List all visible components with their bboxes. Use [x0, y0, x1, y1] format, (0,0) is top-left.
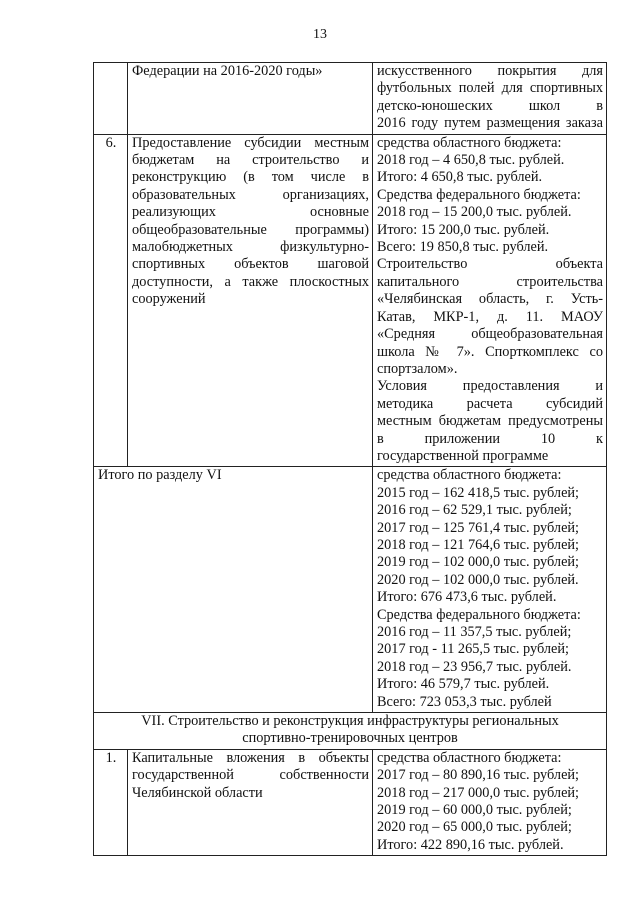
- finance-line: 2019 год – 60 000,0 тыс. рублей;: [377, 802, 572, 819]
- finance-line: средства областного бюджета:: [377, 749, 562, 766]
- finance-line: 2016 год – 11 357,5 тыс. рублей;: [377, 624, 572, 640]
- finance-line: 2018 год – 121 764,6 тыс. рублей;: [377, 536, 580, 553]
- measure-name: Предоставление субсидии местным бюджетам на строительство и реконструкцию (в том числе в образовательных организациях, реализующих основные общеобразовательные программы) малобюджетных физкультурно-спортивных объектов шаговой доступности, а также плоскостных сооружений: [128, 134, 373, 467]
- finance-line: 2018 год – 217 000,0 тыс. рублей;: [377, 784, 580, 801]
- finance-cell: [373, 63, 607, 135]
- finance-line: государственной программе: [377, 447, 549, 464]
- finance-line: средства областного бюджета:: [377, 467, 562, 484]
- page-number: 13: [313, 27, 327, 42]
- finance-line: «Средняя общеобразовательная: [377, 326, 603, 343]
- finance-line: футбольных полей для спортивных: [377, 80, 603, 97]
- table-row: [94, 134, 607, 467]
- finance-line: местным бюджетам предусмотрены: [377, 413, 603, 430]
- measure-name: Капитальные вложения в объекты государственной собственности Челябинской области: [128, 749, 373, 855]
- table-row: [94, 749, 607, 855]
- finance-line: 2018 год – 15 200,0 тыс. рублей.: [377, 204, 572, 221]
- table-row: [94, 713, 607, 750]
- finance-line: 2016 году путем размещения заказа: [377, 115, 603, 132]
- section-heading: [94, 713, 607, 750]
- finance-line: 2015 год – 162 418,5 тыс. рублей;: [377, 484, 580, 501]
- finance-line: искусственного покрытия для: [377, 63, 603, 79]
- finance-line: Всего: 19 850,8 тыс. рублей.: [377, 239, 549, 256]
- finance-line: в приложении 10 к: [377, 430, 603, 447]
- finance-line: Средства федерального бюджета:: [377, 186, 581, 203]
- finance-line: 2017 год – 125 761,4 тыс. рублей;: [377, 519, 580, 536]
- finance-line: Итого: 4 650,8 тыс. рублей.: [377, 169, 543, 186]
- finance-line: методика расчета субсидий: [377, 395, 603, 412]
- row-number: 1.: [94, 749, 128, 855]
- finance-line: спортзалом».: [377, 360, 458, 377]
- finance-line: 2020 год – 102 000,0 тыс. рублей.: [377, 571, 579, 588]
- finance-line: 2017 год - 11 265,5 тыс. рублей;: [377, 641, 569, 658]
- finance-cell: [373, 134, 607, 467]
- finance-line: Итого: 676 473,6 тыс. рублей.: [377, 589, 557, 606]
- finance-line: Катав, МКР-1, д. 11. МАОУ: [377, 308, 603, 325]
- finance-line: Итого: 46 579,7 тыс. рублей.: [377, 676, 550, 693]
- finance-cell: [373, 467, 607, 713]
- section-heading-line: VII. Строительство и реконструкция инфраструктуры региональных: [141, 713, 559, 730]
- finance-line: школа № 7». Спорткомплекс со: [377, 343, 603, 360]
- finance-line: Итого: 422 890,16 тыс. рублей.: [377, 836, 564, 853]
- row-number: 6.: [94, 134, 128, 467]
- finance-line: «Челябинская область, г. Усть-: [377, 291, 603, 308]
- finance-line: 2018 год – 23 956,7 тыс. рублей.: [377, 658, 572, 675]
- row-number: [94, 63, 128, 135]
- program-table: [93, 62, 607, 856]
- section-total-label: Итого по разделу VI: [94, 467, 373, 713]
- finance-line: 2016 год – 62 529,1 тыс. рублей;: [377, 502, 572, 519]
- finance-line: Условия предоставления и: [377, 378, 603, 395]
- finance-line: средства областного бюджета:: [377, 134, 562, 151]
- finance-line: Средства федерального бюджета:: [377, 606, 581, 623]
- finance-line: Итого: 15 200,0 тыс. рублей.: [377, 221, 550, 238]
- finance-line: Строительство объекта: [377, 256, 603, 273]
- finance-line: детско-юношеских школ в: [377, 97, 603, 114]
- finance-line: Всего: 723 053,3 тыс. рублей: [377, 693, 552, 710]
- section-heading-line: спортивно-тренировочных центров: [242, 730, 458, 747]
- finance-line: капитального строительства: [377, 273, 603, 290]
- measure-name: Федерации на 2016-2020 годы»: [128, 63, 373, 135]
- finance-line: 2019 год – 102 000,0 тыс. рублей;: [377, 554, 580, 571]
- finance-line: 2020 год – 65 000,0 тыс. рублей;: [377, 819, 572, 836]
- finance-line: 2017 год – 80 890,16 тыс. рублей;: [377, 767, 580, 784]
- table-row: [94, 63, 607, 135]
- finance-cell: [373, 749, 607, 855]
- table-row: [94, 467, 607, 713]
- finance-line: 2018 год – 4 650,8 тыс. рублей.: [377, 152, 565, 169]
